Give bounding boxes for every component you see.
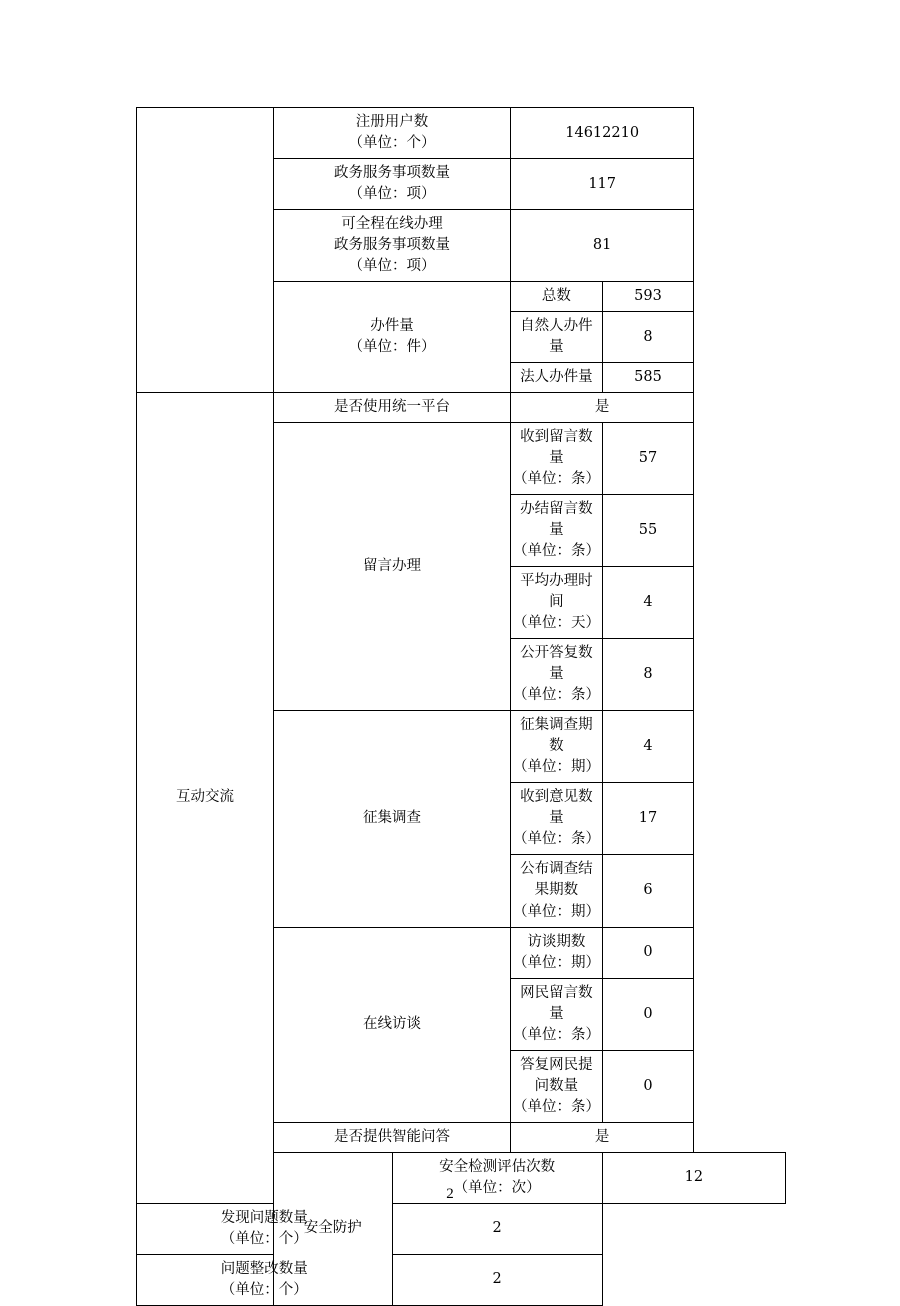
label-line: 问题整改数量 [220, 1260, 308, 1277]
value-issues-fixed: 2 [392, 1254, 602, 1305]
label-unit: （单位：项） [348, 258, 436, 275]
row-label-opinions-received [511, 783, 603, 855]
row-label-messages-received [511, 423, 603, 495]
label-unit: （单位：条） [513, 543, 600, 560]
value-smart-qa: 是 [511, 1122, 694, 1152]
value-handled-total: 593 [602, 282, 694, 312]
row-label-netizen-messages [511, 978, 603, 1050]
label-line: 可全程在线办理 [341, 216, 443, 233]
value-security-checks: 12 [602, 1152, 785, 1203]
value-affairs-count: 117 [511, 159, 694, 210]
row-label-netizen-answers [511, 1050, 603, 1122]
label-unit: （单位：件） [348, 339, 436, 356]
value-opinions-received: 17 [602, 783, 694, 855]
table-row [137, 1203, 786, 1254]
table-row [137, 393, 786, 423]
label-unit: （单位：个） [220, 1281, 308, 1298]
label-unit: （单位：天） [513, 615, 600, 632]
label-line: 答复网民提问数量 [520, 1056, 593, 1094]
label-line: 公布调查结果期数 [520, 861, 593, 899]
value-messages-received: 57 [602, 423, 694, 495]
row-label-survey: 征集调查 [274, 711, 511, 927]
row-label-message-handling: 留言办理 [274, 423, 511, 711]
page-number: 2 [446, 1186, 454, 1202]
label-unit: （单位：条） [513, 687, 600, 704]
section-label-interaction: 互动交流 [137, 393, 274, 1204]
section-label-security: 安全防护 [274, 1152, 393, 1305]
value-netizen-answers: 0 [602, 1050, 694, 1122]
label-unit: （单位：期） [513, 954, 600, 971]
row-label-online-interview: 在线访谈 [274, 927, 511, 1122]
value-survey-results-published: 6 [602, 855, 694, 927]
government-website-statistics-table [136, 107, 786, 1306]
value-unified-platform: 是 [511, 393, 694, 423]
row-label-handled-volume [274, 282, 511, 393]
label-line: 公开答复数量 [520, 645, 593, 683]
label-line: 政务服务事项数量 [334, 165, 450, 182]
value-registered-users: 14612210 [511, 108, 694, 159]
row-label-handled-natural-person: 自然人办件量 [511, 312, 603, 363]
row-label-registered-users [274, 108, 511, 159]
value-survey-periods: 4 [602, 711, 694, 783]
label-line: 办件量 [370, 318, 414, 335]
label-line: 办结留言数量 [520, 501, 593, 539]
row-label-interview-periods [511, 927, 603, 978]
label-line: 征集调查期数 [520, 717, 593, 755]
value-issues-found: 2 [392, 1203, 602, 1254]
label-line: 收到意见数量 [520, 789, 593, 827]
label-unit: （单位：条） [513, 831, 600, 848]
row-label-smart-qa: 是否提供智能问答 [274, 1122, 511, 1152]
label-unit: （单位：条） [513, 1026, 600, 1043]
row-label-public-replies [511, 639, 603, 711]
label-unit: （单位：条） [513, 471, 600, 488]
label-unit: （单位：期） [513, 903, 600, 920]
label-line: 网民留言数量 [520, 984, 593, 1022]
table-row [137, 1254, 786, 1305]
row-label-handled-legal-person: 法人办件量 [511, 363, 603, 393]
row-label-messages-closed [511, 495, 603, 567]
label-line: 注册用户数 [355, 114, 429, 130]
label-line: 访谈期数 [527, 933, 586, 950]
label-unit: （单位：个） [348, 135, 436, 152]
value-handled-natural-person: 8 [602, 312, 694, 363]
value-handled-legal-person: 585 [602, 363, 694, 393]
value-public-replies: 8 [602, 639, 694, 711]
row-label-online-affairs-count [274, 210, 511, 282]
value-netizen-messages: 0 [602, 978, 694, 1050]
value-interview-periods: 0 [602, 927, 694, 978]
report-table-container [136, 107, 786, 1306]
value-avg-handle-time: 4 [602, 567, 694, 639]
label-line: 发现问题数量 [220, 1209, 308, 1226]
row-label-survey-periods [511, 711, 603, 783]
row-label-affairs-count [274, 159, 511, 210]
table-row [137, 108, 786, 159]
label-unit: （单位：次） [453, 1179, 541, 1196]
label-unit: （单位：期） [513, 759, 600, 776]
row-label-issues-fixed [137, 1254, 393, 1305]
label-unit: （单位：个） [220, 1230, 308, 1247]
label-unit: （单位：项） [348, 186, 436, 203]
label-line: 收到留言数量 [520, 429, 593, 467]
row-label-handled-total: 总数 [511, 282, 603, 312]
section-label-service [137, 108, 274, 393]
label-line: 政务服务事项数量 [334, 237, 450, 254]
value-online-affairs-count: 81 [511, 210, 694, 282]
label-line: 平均办理时间 [520, 573, 593, 611]
label-unit: （单位：条） [513, 1098, 600, 1115]
row-label-unified-platform: 是否使用统一平台 [274, 393, 511, 423]
row-label-avg-handle-time [511, 567, 603, 639]
value-messages-closed: 55 [602, 495, 694, 567]
row-label-survey-results-published [511, 855, 603, 927]
label-line: 安全检测评估次数 [439, 1158, 556, 1175]
